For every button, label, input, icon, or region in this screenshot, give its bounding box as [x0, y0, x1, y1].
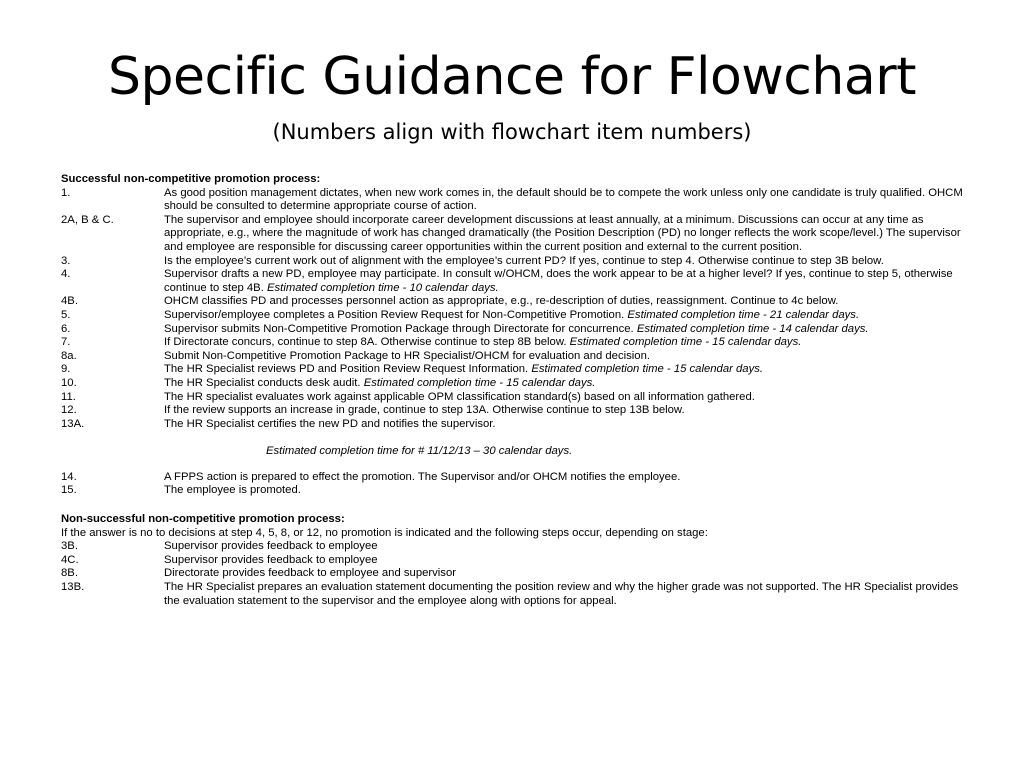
list-item: 3B. Supervisor provides feedback to employee: [61, 540, 378, 553]
successful-heading: Successful non-competitive promotion process:: [61, 173, 321, 185]
list-item: 4B. OHCM classifies PD and processes personnel action as appropriate, e.g., re-description of duties, reassignment. Continue to 4c below.: [61, 295, 839, 308]
list-item: 8a. Submit Non-Competitive Promotion Package to HR Specialist/OHCM for evaluation and decision.: [61, 349, 650, 362]
list-item: 3. Is the employee’s current work out of alignment with the employee’s current PD? If yes, continue to step 4. Otherwise continue to step 3B below.: [61, 254, 884, 267]
list-item: 2A, B & C. The supervisor and employee should incorporate career development discussions at least annually, at a minimum. Discussions can occur at any time as appropriate, e.g., where the magnitude of work has changed dramatically (the Position Description (PD) no longer reflects the work scope/level.) The supervisor and employee are responsible for discussing career opportunities within the current position and external to the current position.: [61, 213, 961, 253]
estimate-text: Estimated completion time - 21 calendar days.: [627, 308, 860, 321]
list-item: 4. Supervisor drafts a new PD, employee may participate. In consult w/OHCM, does the work appear to be at a higher level? If yes, continue to step 5, otherwise continue to step 4B. Estimated completion time - 10 calendar days.: [61, 268, 953, 294]
list-item: 1. As good position management dictates, when new work comes in, the default should be to compete the work unless only one candidate is truly qualified. OHCM should be consulted to determine appropriate course of action.: [61, 186, 963, 213]
list-item: 7. If Directorate concurs, continue to step 8A. Otherwise continue to step 8B below. Estimated completion time - 15 calendar days.: [61, 336, 802, 349]
estimate-text: Estimated completion time - 15 calendar days.: [569, 336, 802, 349]
list-item: 5. Supervisor/employee completes a Position Review Request for Non-Competitive Promotion. Estimated completion time - 21 calendar days.: [61, 308, 860, 321]
estimate-text: Estimated completion time - 15 calendar days.: [531, 363, 764, 376]
list-item: 12. If the review supports an increase in grade, continue to step 13A. Otherwise continue to step 13B below.: [61, 404, 685, 417]
list-item: 14. A FPPS action is prepared to effect the promotion. The Supervisor and/or OHCM notifies the employee.: [61, 470, 681, 483]
guidance-body: [61, 173, 971, 608]
estimate-text: Estimated completion time - 14 calendar days.: [636, 322, 869, 335]
list-item: 8B. Directorate provides feedback to employee and supervisor: [61, 567, 456, 580]
estimate-text: Estimated completion time - 15 calendar days.: [363, 376, 596, 389]
list-item: 4C. Supervisor provides feedback to employee: [61, 553, 378, 566]
list-item: 6. Supervisor submits Non-Competitive Promotion Package through Directorate for concurrence. Estimated completion time - 14 calendar days.: [61, 322, 869, 335]
list-item: 11. The HR specialist evaluates work against applicable OPM classification standard(s) based on all information gathered.: [61, 390, 755, 403]
unsuccessful-heading: Non-successful non-competitive promotion process:: [61, 513, 345, 526]
list-item: 9. The HR Specialist reviews PD and Position Review Request Information. Estimated completion time - 15 calendar days.: [61, 363, 764, 376]
list-item: 13A. The HR Specialist certifies the new PD and notifies the supervisor.: [61, 417, 496, 430]
completion-time-note: Estimated completion time for # 11/12/13 – 30 calendar days.: [266, 445, 573, 458]
unsuccessful-intro: If the answer is no to decisions at step 4, 5, 8, or 12, no promotion is indicated and the following steps occur, depending on stage:: [61, 526, 708, 539]
list-item: 15. The employee is promoted.: [61, 484, 301, 497]
list-item: 10. The HR Specialist conducts desk audit. Estimated completion time - 15 calendar days.: [61, 376, 596, 389]
list-item: 13B. The HR Specialist prepares an evaluation statement documenting the position review and why the higher grade was not supported. The HR Specialist provides the evaluation statement to the supervisor and the employee along with options for appeal.: [61, 581, 959, 607]
slide-subtitle: (Numbers align with flowchart item numbers): [272, 120, 752, 144]
slide-title: Specific Guidance for Flowchart: [108, 47, 916, 107]
estimate-text: Estimated completion time - 10 calendar days.: [267, 281, 499, 294]
